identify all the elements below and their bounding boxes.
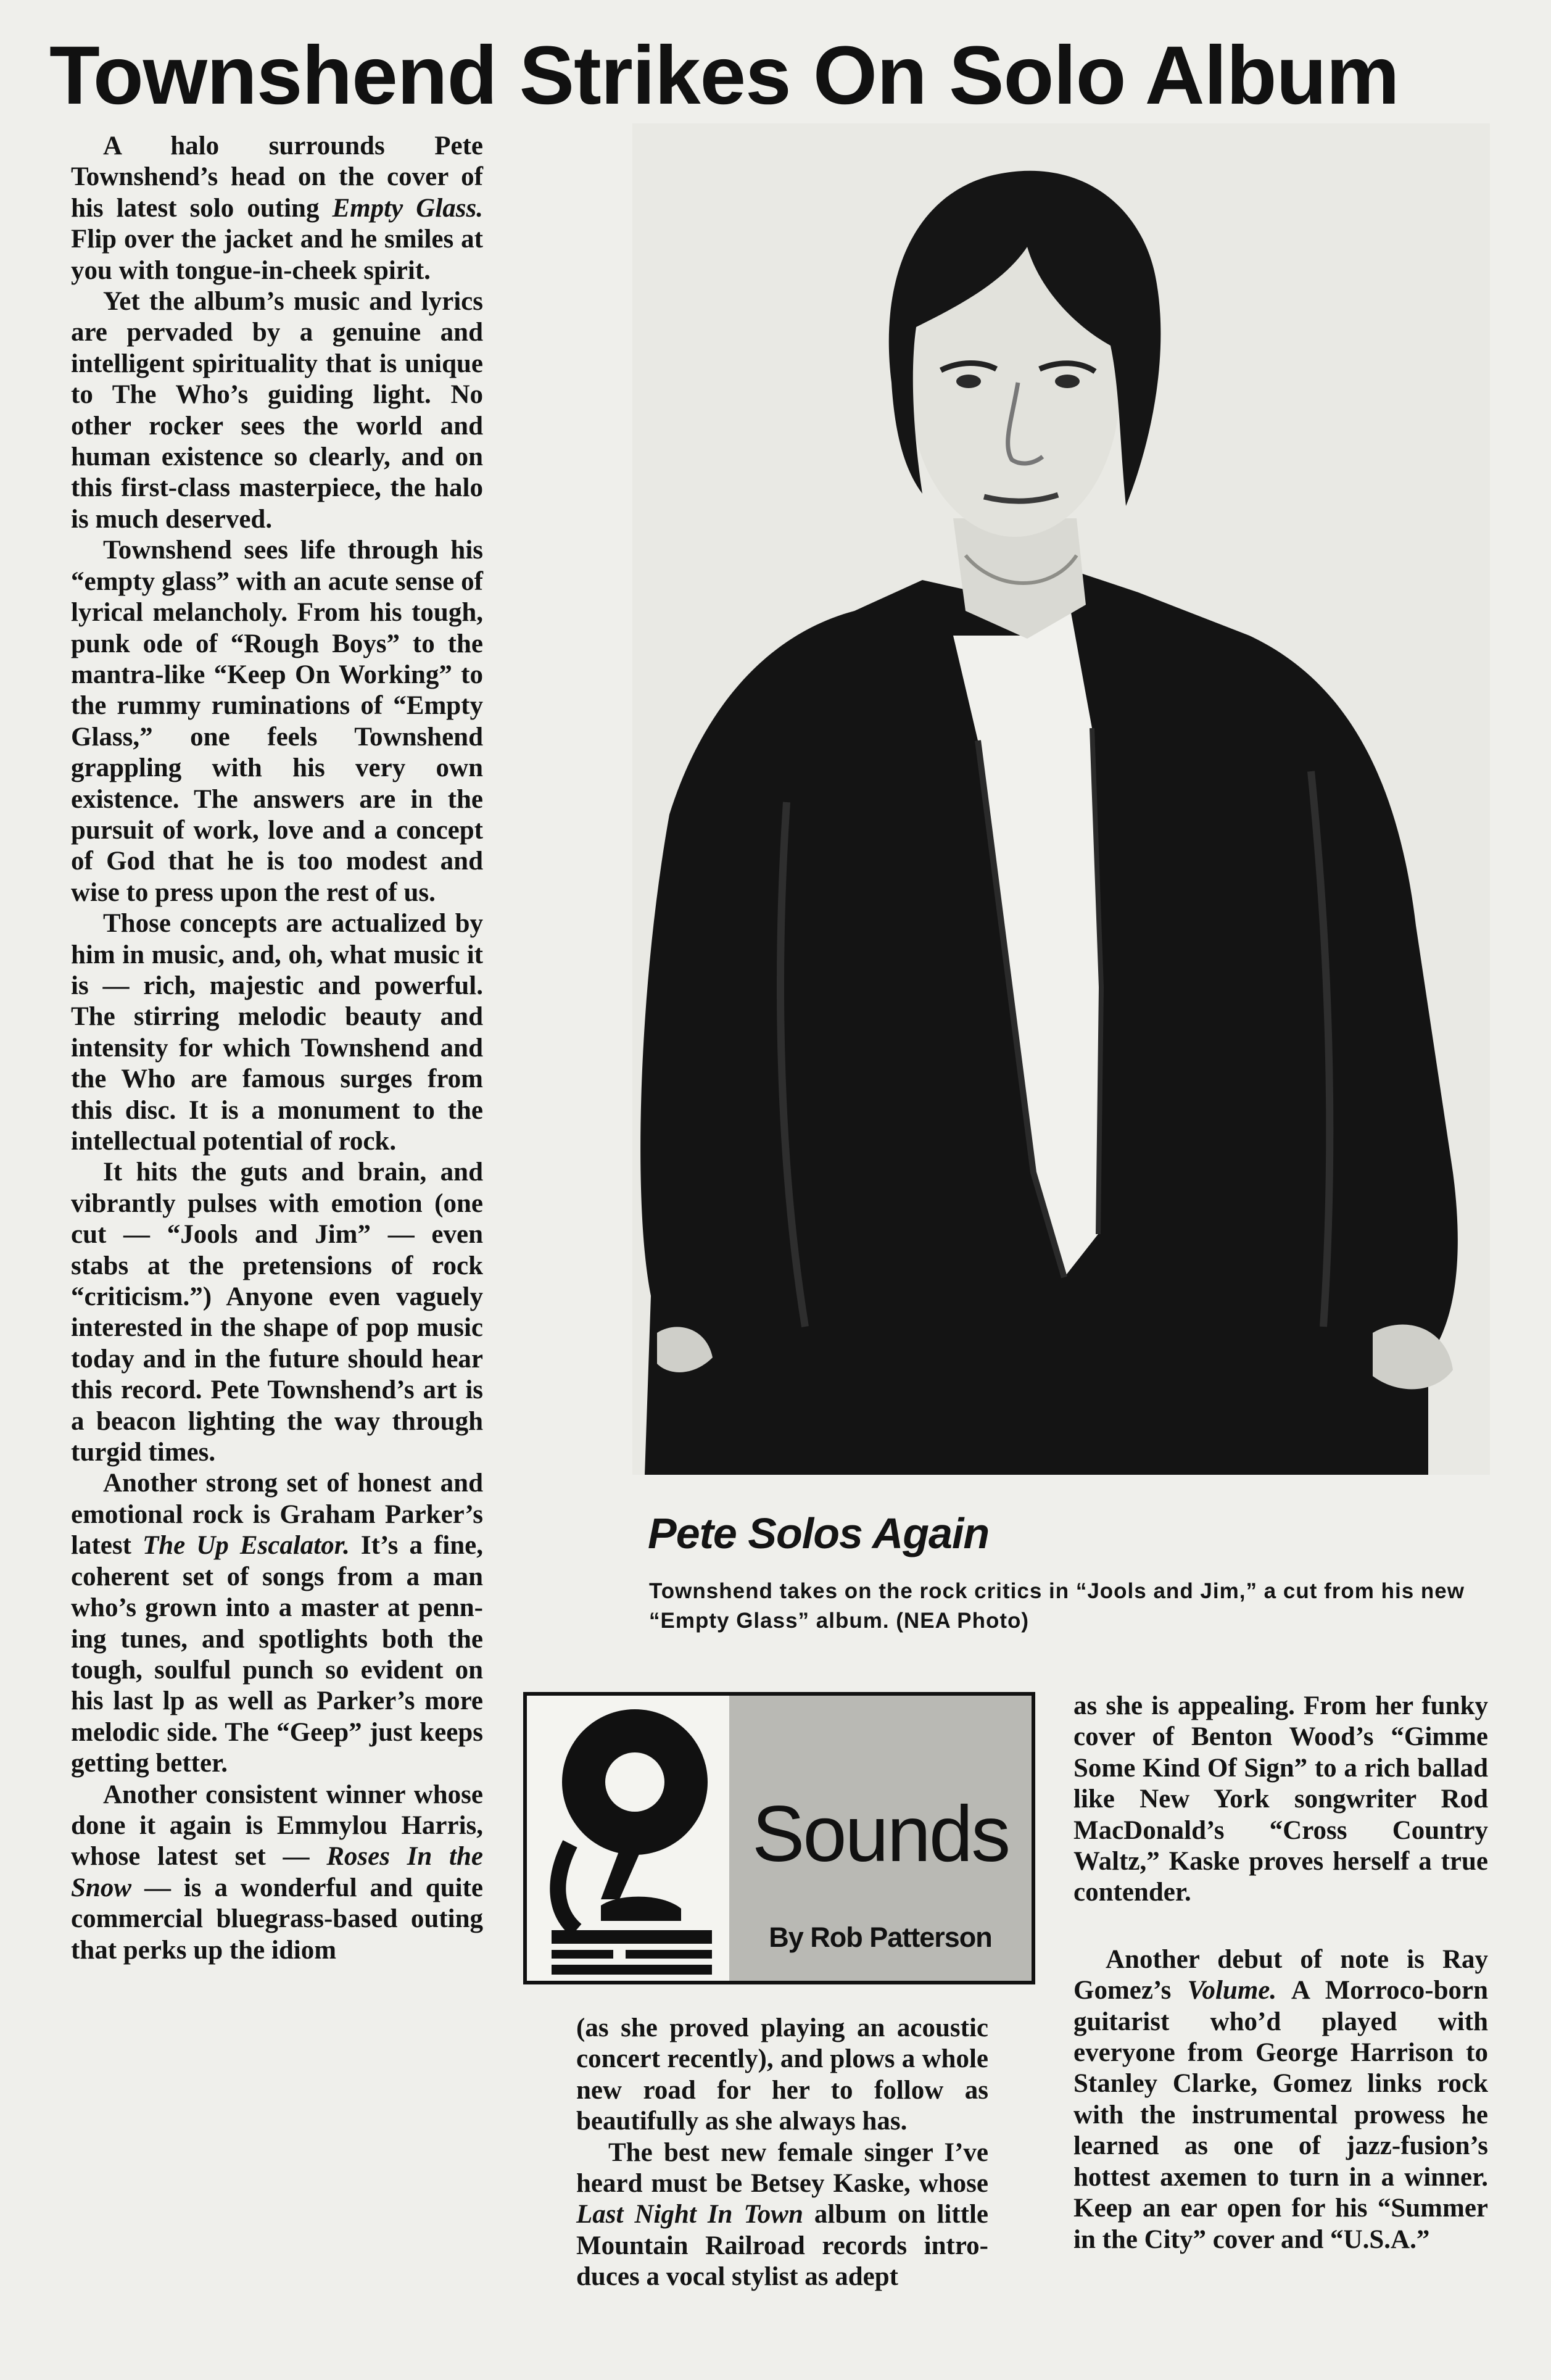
article-paragraph: Another debut of note is Ray Gomez’s Volume. A Morroco-born guitarist who’d played with everyone from George Harrison to Stanley Clarke, Gomez links rock with the instrumental prowess he learned as one of jazz-fusion’s hottest axemen to turn in a winner. Keep an ear open for his “Summer in the City” cover and “U.S.A.” [1073, 1944, 1488, 2254]
italic-title: Last Night In Town [576, 2200, 803, 2229]
sounds-title: Sounds [751, 1790, 1009, 1878]
sounds-title-panel [729, 1696, 1032, 1981]
italic-title: Volume. [1187, 1976, 1277, 2005]
gramophone-icon [527, 1696, 729, 1981]
article-paragraph: Another consistent winner whose done it again is Emmylou Harris, whose latest set — Roses In the Snow — is a wonderful and quite commercial bluegrass-based outing that perks up the idiom [71, 1780, 483, 1965]
article-column-right [1073, 1691, 1488, 2255]
article-paragraph: (as she proved playing an acoustic concert recently), and plows a whole new road for her to follow as beautifully as she always has. [576, 2013, 988, 2136]
sounds-byline: By Rob Patterson [769, 1922, 992, 1953]
article-paragraph: Those concepts are actualized by him in music, and, oh, what music it is — rich, majestic and powerful. The stirring melodic beauty and intensity for which Townshend and the Who are famous surges from this disc. It is a monument to the intellectual potential of rock. [71, 909, 483, 1156]
article-paragraph: Townshend sees life through his “empty glass” with an acute sense of lyrical melancholy. From his tough, punk ode of “Rough Boys” to the mantra-like “Keep On Working” to the rummy ruminations of “Empty Glass,” one feels Townshend grappling with his very own existence. The answers are in the pursuit of work, love and a concept of God that he is too modest and wise to press upon the rest of us. [71, 536, 483, 907]
article-column-middle [576, 2013, 988, 2293]
pete-townshend-photo [632, 123, 1490, 1475]
article-column-left [71, 131, 483, 1966]
headline: Townshend Strikes On Solo Album [49, 30, 1399, 122]
article-paragraph: Yet the album’s music and lyrics are pervaded by a genuine and intelligent spirituality that is unique to The Who’s guiding light. No other rocker sees the world and human existence so clearly, and on this first-class masterpiece, the halo is much deserved. [71, 287, 483, 534]
photo-caption-text: Townshend takes on the rock critics in “Jools and Jim,” a cut from his new “Empty Glass” album. (NEA Photo) [649, 1579, 1465, 1633]
photo-caption-title: Pete Solos Again [648, 1509, 990, 1557]
article-paragraph: Another strong set of honest and emotional rock is Graham Parker’s latest The Up Escalator. It’s a fine, coherent set of songs from a man who’s grown into a master at penning tunes, and spotlights both the tough, soulful punch so evident on his last lp as well as Parker’s more melodic side. The “Geep” just keeps getting better. [71, 1469, 484, 1778]
italic-title: Roses In the Snow [71, 1842, 483, 1902]
article-paragraph: The best new female singer I’ve heard must be Betsey Kaske, whose Last Night In Town album on little Mountain Railroad records introduces a vocal stylist as adept [576, 2137, 989, 2292]
italic-title: The Up Escalator. [142, 1531, 350, 1561]
article-paragraph: A halo surrounds Pete Townshend’s head on the cover of his latest solo outing Empty Glass. Flip over the jacket and he smiles at you with tongue-in-cheek spirit. [71, 131, 483, 285]
article-paragraph: It hits the guts and brain, and vibrantly pulses with emotion (one cut — “Jools and Jim” — even stabs at the pretensions of rock “criticism.”) Anyone even vaguely interested in the shape of pop music today and in the future should hear this record. Pete Townshend’s art is a beacon lighting the way through turgid times. [71, 1158, 483, 1467]
sounds-column-logo [523, 1692, 1035, 1984]
sounds-watermark [766, 1714, 782, 1776]
italic-title: Empty Glass. [332, 193, 483, 223]
article-paragraph: as she is appealing. From her funky cover of Benton Wood’s “Gimme Some Kind Of Sign” to a rich ballad like New York songwriter Rod MacDonald’s “Cross Country Waltz,” Kaske proves herself a true contender. [1073, 1691, 1488, 1907]
